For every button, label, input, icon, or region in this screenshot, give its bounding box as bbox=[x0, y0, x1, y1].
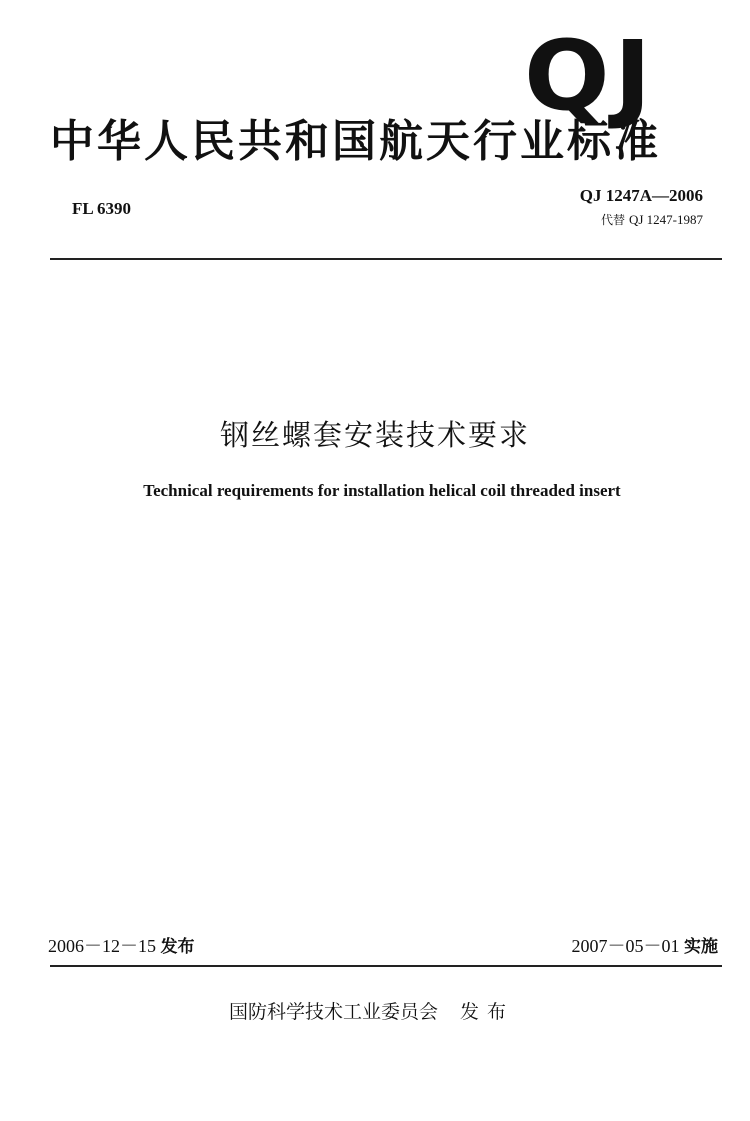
top-divider bbox=[50, 258, 722, 260]
classification-code: FL 6390 bbox=[72, 199, 132, 218]
document-title-en: Technical requirements for installation helical coil threaded insert bbox=[143, 481, 621, 500]
effective-date-line bbox=[572, 932, 719, 958]
issue-label: 发布 bbox=[160, 937, 195, 957]
standard-number: QJ 1247A—2006 bbox=[579, 186, 703, 205]
effective-date: 2007－05－01 bbox=[571, 936, 680, 956]
publisher-line bbox=[229, 997, 514, 1024]
standard-title: 中华人民共和国航天行业标准 bbox=[50, 116, 661, 167]
qj-logo: QJ bbox=[524, 20, 656, 132]
bottom-divider bbox=[50, 965, 722, 967]
replaces-line bbox=[601, 211, 703, 228]
replaces-number: QJ 1247-1987 bbox=[628, 212, 703, 227]
replaces-label: 代替 bbox=[600, 213, 625, 227]
issue-date-line bbox=[48, 932, 195, 958]
publisher-action: 发布 bbox=[460, 1001, 515, 1023]
document-title-cn: 钢丝螺套安装技术要求 bbox=[219, 418, 530, 452]
effective-label: 实施 bbox=[684, 937, 718, 957]
issue-date: 2006－12－15 bbox=[48, 936, 156, 956]
publisher-name: 国防科学技术工业委员会 bbox=[229, 1001, 439, 1023]
